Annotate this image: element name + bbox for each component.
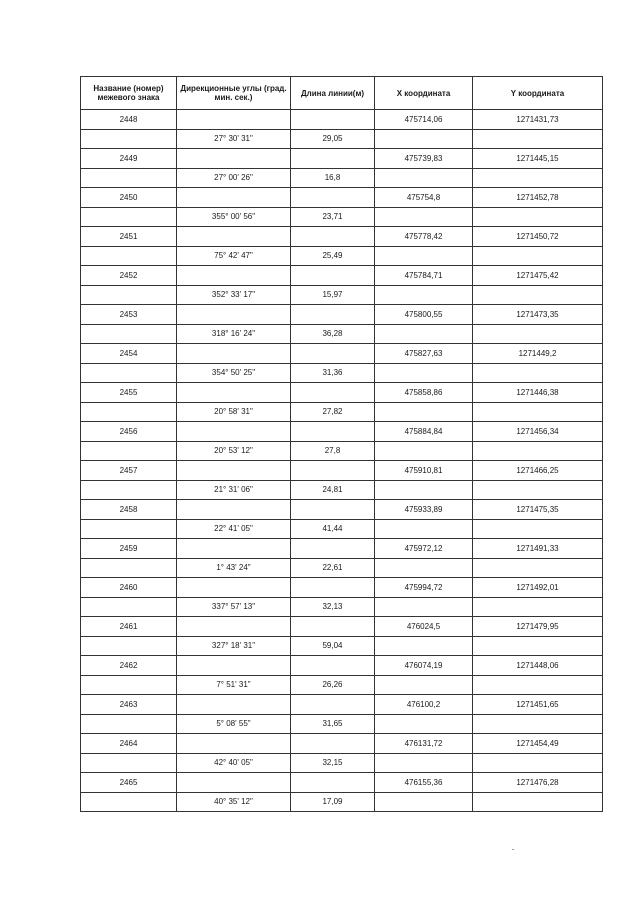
y-coordinate-cell: 1271456,34	[473, 422, 603, 442]
empty-length-cell	[291, 461, 375, 481]
empty-x-cell	[375, 402, 473, 422]
empty-angle-cell	[177, 773, 291, 793]
empty-name-cell	[81, 207, 177, 227]
point-row	[81, 149, 603, 169]
empty-name-cell	[81, 519, 177, 539]
empty-y-cell	[473, 675, 603, 695]
empty-x-cell	[375, 558, 473, 578]
line-length-cell: 22,61	[291, 558, 375, 578]
line-length-cell: 23,71	[291, 207, 375, 227]
empty-x-cell	[375, 246, 473, 266]
empty-angle-cell	[177, 656, 291, 676]
y-coordinate-cell: 1271451,65	[473, 695, 603, 715]
empty-x-cell	[375, 441, 473, 461]
empty-y-cell	[473, 129, 603, 149]
empty-x-cell	[375, 519, 473, 539]
y-coordinate-cell: 1271448,06	[473, 656, 603, 676]
segment-row	[81, 519, 603, 539]
line-length-cell: 26,26	[291, 675, 375, 695]
empty-x-cell	[375, 363, 473, 383]
empty-y-cell	[473, 168, 603, 188]
y-coordinate-cell: 1271479,95	[473, 617, 603, 637]
table-header-row	[81, 77, 603, 110]
y-coordinate-cell: 1271446,38	[473, 383, 603, 403]
point-row	[81, 656, 603, 676]
empty-name-cell	[81, 324, 177, 344]
point-name-cell: 2462	[81, 656, 177, 676]
empty-name-cell	[81, 675, 177, 695]
point-row	[81, 773, 603, 793]
line-length-cell: 29,05	[291, 129, 375, 149]
line-length-cell: 27,8	[291, 441, 375, 461]
segment-row	[81, 675, 603, 695]
x-coordinate-cell: 475778,42	[375, 227, 473, 247]
direction-angle-cell: 5° 08' 55"	[177, 714, 291, 734]
x-coordinate-cell: 475858,86	[375, 383, 473, 403]
point-name-cell: 2457	[81, 461, 177, 481]
header-line-length: Длина линии(м)	[291, 77, 375, 110]
empty-name-cell	[81, 363, 177, 383]
empty-name-cell	[81, 441, 177, 461]
point-name-cell: 2455	[81, 383, 177, 403]
empty-y-cell	[473, 441, 603, 461]
segment-row	[81, 246, 603, 266]
empty-length-cell	[291, 773, 375, 793]
empty-angle-cell	[177, 539, 291, 559]
header-y-coordinate: Y координата	[473, 77, 603, 110]
x-coordinate-cell: 475739,83	[375, 149, 473, 169]
point-row	[81, 539, 603, 559]
line-length-cell: 25,49	[291, 246, 375, 266]
empty-name-cell	[81, 246, 177, 266]
segment-row	[81, 402, 603, 422]
empty-length-cell	[291, 695, 375, 715]
segment-row	[81, 597, 603, 617]
empty-length-cell	[291, 266, 375, 286]
y-coordinate-cell: 1271466,25	[473, 461, 603, 481]
empty-length-cell	[291, 617, 375, 637]
direction-angle-cell: 75° 42' 47"	[177, 246, 291, 266]
empty-name-cell	[81, 597, 177, 617]
direction-angle-cell: 337° 57' 13"	[177, 597, 291, 617]
empty-angle-cell	[177, 149, 291, 169]
point-name-cell: 2464	[81, 734, 177, 754]
point-row	[81, 188, 603, 208]
x-coordinate-cell: 475754,8	[375, 188, 473, 208]
point-row	[81, 578, 603, 598]
empty-length-cell	[291, 149, 375, 169]
empty-x-cell	[375, 207, 473, 227]
empty-x-cell	[375, 285, 473, 305]
y-coordinate-cell: 1271492,01	[473, 578, 603, 598]
empty-y-cell	[473, 792, 603, 812]
empty-length-cell	[291, 539, 375, 559]
point-row	[81, 734, 603, 754]
point-name-cell: 2452	[81, 266, 177, 286]
line-length-cell: 31,65	[291, 714, 375, 734]
empty-length-cell	[291, 500, 375, 520]
header-point-name: Название (номер) межевого знака	[81, 77, 177, 110]
segment-row	[81, 168, 603, 188]
point-row	[81, 227, 603, 247]
line-length-cell: 16,8	[291, 168, 375, 188]
y-coordinate-cell: 1271450,72	[473, 227, 603, 247]
y-coordinate-cell: 1271476,28	[473, 773, 603, 793]
segment-row	[81, 129, 603, 149]
line-length-cell: 15,97	[291, 285, 375, 305]
empty-y-cell	[473, 597, 603, 617]
line-length-cell: 17,09	[291, 792, 375, 812]
x-coordinate-cell: 475994,72	[375, 578, 473, 598]
segment-row	[81, 714, 603, 734]
empty-length-cell	[291, 188, 375, 208]
empty-x-cell	[375, 324, 473, 344]
direction-angle-cell: 40° 35' 12"	[177, 792, 291, 812]
empty-x-cell	[375, 168, 473, 188]
header-direction-angle: Дирекционные углы (град. мин. сек.)	[177, 77, 291, 110]
y-coordinate-cell: 1271475,42	[473, 266, 603, 286]
empty-length-cell	[291, 656, 375, 676]
empty-name-cell	[81, 402, 177, 422]
point-name-cell: 2463	[81, 695, 177, 715]
segment-row	[81, 792, 603, 812]
x-coordinate-cell: 476100,2	[375, 695, 473, 715]
empty-length-cell	[291, 422, 375, 442]
empty-name-cell	[81, 792, 177, 812]
empty-x-cell	[375, 714, 473, 734]
line-length-cell: 59,04	[291, 636, 375, 656]
y-coordinate-cell: 1271475,35	[473, 500, 603, 520]
x-coordinate-cell: 475972,12	[375, 539, 473, 559]
x-coordinate-cell: 476155,36	[375, 773, 473, 793]
x-coordinate-cell: 475933,89	[375, 500, 473, 520]
empty-angle-cell	[177, 461, 291, 481]
direction-angle-cell: 7° 51' 31"	[177, 675, 291, 695]
empty-angle-cell	[177, 422, 291, 442]
boundary-coordinates-table	[80, 76, 603, 812]
direction-angle-cell: 354° 50' 25"	[177, 363, 291, 383]
point-row	[81, 266, 603, 286]
point-row	[81, 110, 603, 130]
empty-name-cell	[81, 714, 177, 734]
empty-name-cell	[81, 753, 177, 773]
empty-y-cell	[473, 519, 603, 539]
empty-length-cell	[291, 227, 375, 247]
point-name-cell: 2461	[81, 617, 177, 637]
empty-y-cell	[473, 285, 603, 305]
y-coordinate-cell: 1271431,73	[473, 110, 603, 130]
point-row	[81, 383, 603, 403]
table-body	[81, 110, 603, 812]
point-name-cell: 2451	[81, 227, 177, 247]
y-coordinate-cell: 1271449,2	[473, 344, 603, 364]
line-length-cell: 24,81	[291, 480, 375, 500]
x-coordinate-cell: 476024,5	[375, 617, 473, 637]
segment-row	[81, 363, 603, 383]
empty-name-cell	[81, 480, 177, 500]
empty-angle-cell	[177, 695, 291, 715]
line-length-cell: 31,36	[291, 363, 375, 383]
empty-x-cell	[375, 480, 473, 500]
empty-x-cell	[375, 675, 473, 695]
empty-length-cell	[291, 110, 375, 130]
empty-length-cell	[291, 578, 375, 598]
empty-name-cell	[81, 129, 177, 149]
point-name-cell: 2454	[81, 344, 177, 364]
empty-x-cell	[375, 636, 473, 656]
point-name-cell: 2449	[81, 149, 177, 169]
direction-angle-cell: 318° 16' 24"	[177, 324, 291, 344]
empty-name-cell	[81, 285, 177, 305]
x-coordinate-cell: 475714,06	[375, 110, 473, 130]
empty-y-cell	[473, 207, 603, 227]
empty-y-cell	[473, 246, 603, 266]
empty-y-cell	[473, 636, 603, 656]
x-coordinate-cell: 476131,72	[375, 734, 473, 754]
direction-angle-cell: 1° 43' 24"	[177, 558, 291, 578]
point-row	[81, 695, 603, 715]
direction-angle-cell: 20° 53' 12"	[177, 441, 291, 461]
x-coordinate-cell: 475800,55	[375, 305, 473, 325]
empty-x-cell	[375, 792, 473, 812]
point-row	[81, 500, 603, 520]
empty-y-cell	[473, 324, 603, 344]
direction-angle-cell: 21° 31' 06"	[177, 480, 291, 500]
empty-y-cell	[473, 480, 603, 500]
empty-y-cell	[473, 363, 603, 383]
y-coordinate-cell: 1271454,49	[473, 734, 603, 754]
empty-angle-cell	[177, 578, 291, 598]
point-name-cell: 2456	[81, 422, 177, 442]
empty-length-cell	[291, 734, 375, 754]
segment-row	[81, 636, 603, 656]
point-name-cell: 2460	[81, 578, 177, 598]
segment-row	[81, 324, 603, 344]
empty-angle-cell	[177, 500, 291, 520]
segment-row	[81, 441, 603, 461]
segment-row	[81, 753, 603, 773]
empty-angle-cell	[177, 344, 291, 364]
segment-row	[81, 480, 603, 500]
line-length-cell: 32,15	[291, 753, 375, 773]
direction-angle-cell: 42° 40' 05"	[177, 753, 291, 773]
x-coordinate-cell: 475784,71	[375, 266, 473, 286]
x-coordinate-cell: 475884,84	[375, 422, 473, 442]
empty-name-cell	[81, 558, 177, 578]
empty-y-cell	[473, 558, 603, 578]
empty-angle-cell	[177, 305, 291, 325]
empty-x-cell	[375, 753, 473, 773]
empty-y-cell	[473, 714, 603, 734]
empty-angle-cell	[177, 227, 291, 247]
empty-angle-cell	[177, 383, 291, 403]
empty-angle-cell	[177, 617, 291, 637]
x-coordinate-cell: 475910,81	[375, 461, 473, 481]
y-coordinate-cell: 1271491,33	[473, 539, 603, 559]
point-row	[81, 305, 603, 325]
line-length-cell: 36,28	[291, 324, 375, 344]
line-length-cell: 41,44	[291, 519, 375, 539]
segment-row	[81, 285, 603, 305]
y-coordinate-cell: 1271452,78	[473, 188, 603, 208]
direction-angle-cell: 352° 33' 17"	[177, 285, 291, 305]
empty-angle-cell	[177, 110, 291, 130]
point-name-cell: 2450	[81, 188, 177, 208]
empty-y-cell	[473, 753, 603, 773]
empty-length-cell	[291, 344, 375, 364]
line-length-cell: 27,82	[291, 402, 375, 422]
direction-angle-cell: 27° 30' 31"	[177, 129, 291, 149]
direction-angle-cell: 22° 41' 05"	[177, 519, 291, 539]
line-length-cell: 32,13	[291, 597, 375, 617]
point-name-cell: 2459	[81, 539, 177, 559]
direction-angle-cell: 20° 58' 31"	[177, 402, 291, 422]
x-coordinate-cell: 476074,19	[375, 656, 473, 676]
empty-name-cell	[81, 168, 177, 188]
y-coordinate-cell: 1271445,15	[473, 149, 603, 169]
point-name-cell: 2453	[81, 305, 177, 325]
direction-angle-cell: 355° 00' 56"	[177, 207, 291, 227]
point-row	[81, 344, 603, 364]
scan-speck	[512, 849, 514, 850]
header-x-coordinate: X координата	[375, 77, 473, 110]
empty-name-cell	[81, 636, 177, 656]
empty-angle-cell	[177, 734, 291, 754]
empty-length-cell	[291, 305, 375, 325]
segment-row	[81, 558, 603, 578]
empty-x-cell	[375, 597, 473, 617]
direction-angle-cell: 27° 00' 26"	[177, 168, 291, 188]
point-name-cell: 2448	[81, 110, 177, 130]
empty-length-cell	[291, 383, 375, 403]
empty-y-cell	[473, 402, 603, 422]
empty-angle-cell	[177, 188, 291, 208]
x-coordinate-cell: 475827,63	[375, 344, 473, 364]
point-row	[81, 422, 603, 442]
point-row	[81, 461, 603, 481]
segment-row	[81, 207, 603, 227]
empty-x-cell	[375, 129, 473, 149]
point-name-cell: 2465	[81, 773, 177, 793]
point-name-cell: 2458	[81, 500, 177, 520]
point-row	[81, 617, 603, 637]
direction-angle-cell: 327° 18' 31"	[177, 636, 291, 656]
empty-angle-cell	[177, 266, 291, 286]
y-coordinate-cell: 1271473,35	[473, 305, 603, 325]
